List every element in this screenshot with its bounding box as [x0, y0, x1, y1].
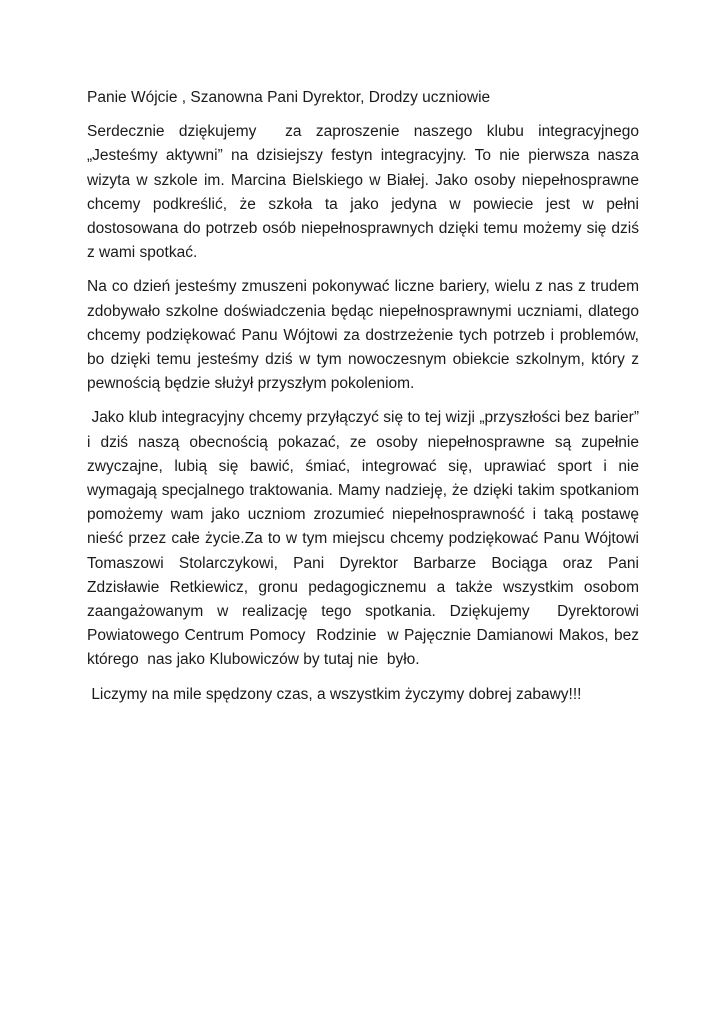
- paragraph-barriers: Na co dzień jesteśmy zmuszeni pokonywać liczne bariery, wielu z nas z trudem zdobywało szkolne doświadczenia będąc niepełnosprawnymi uczniami, dlatego chcemy podziękować Panu Wójtowi za dostrzeżenie tych potrzeb i problemów, bo dzięki temu jesteśmy dziś w tym nowoczesnym obiekcie szkolnym, który z pewnością będzie służył przyszłym pokoleniom.: [87, 278, 644, 393]
- letter-body: [87, 86, 644, 717]
- letter-greeting: Panie Wójcie , Szanowna Pani Dyrektor, Drodzy uczniowie: [87, 89, 491, 106]
- paragraph-thanks-invitation: Serdecznie dziękujemy za zaproszenie naszego klubu integracyjnego „Jesteśmy aktywni” na dzisiejszy festyn integracyjny. To nie pierwsza nasza wizyta w szkole im. Marcina Bielskiego w Białej. Jako osoby niepełnosprawne chcemy podkreślić, że szkoła ta jako jedyna w powiecie jest w pełni dostosowana do potrzeb osób niepełnosprawnych dzięki temu możemy się dziś z wami spotkać.: [87, 123, 644, 262]
- paragraph-integration-vision: Jako klub integracyjny chcemy przyłączyć się to tej wizji „przyszłości bez barier” i dziś naszą obecnością pokazać, ze osoby niepełnosprawne są zupełnie zwyczajne, lubią się bawić, śmiać, integrować się, uprawiać sport i nie wymagają specjalnego traktowania. Mamy nadzieję, że dzięki takim spotkaniom pomożemy wam jako uczniom zrozumieć niepełnosprawność i taką postawę nieść przez całe życie.Za to w tym miejscu chcemy podziękować Panu Wójtowi Tomaszowi Stolarczykowi, Pani Dyrektor Barbarze Bociąga oraz Pani Zdzisławie Retkiewicz, gronu pedagogicznemu a także wszystkim osobom zaangażowanym w realizację tego spotkania. Dziękujemy Dyrektorowi Powiatowego Centrum Pomocy Rodzinie w Pajęcznie Damianowi Makos, bez którego nas jako Klubowiczów by tutaj nie było.: [87, 409, 644, 669]
- paragraph-closing-wish: Liczymy na mile spędzony czas, a wszystkim życzymy dobrej zabawy!!!: [87, 685, 582, 703]
